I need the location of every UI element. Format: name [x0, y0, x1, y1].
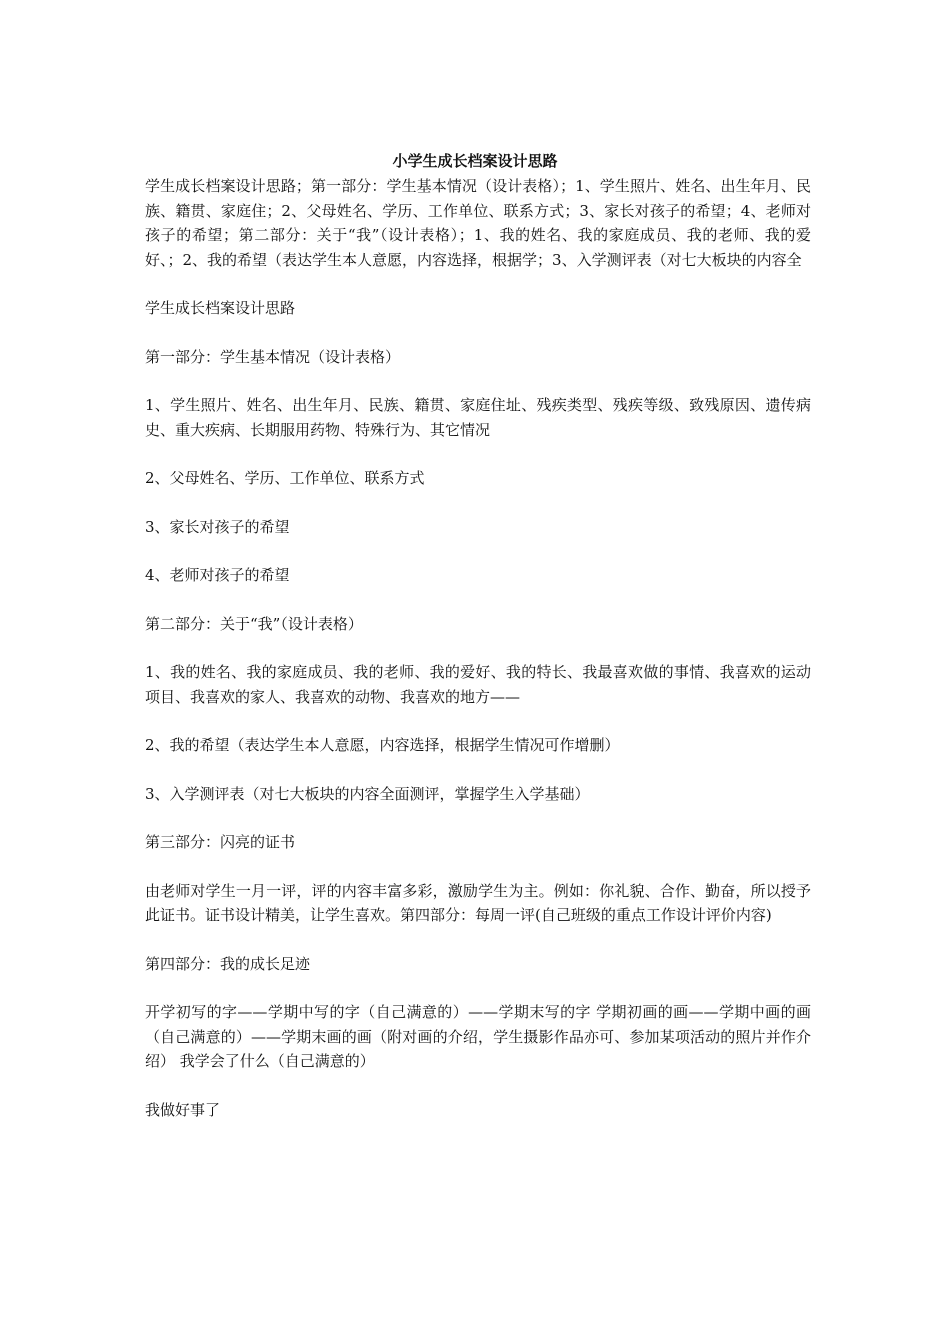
part-one-heading: 第一部分：学生基本情况（设计表格） [145, 347, 401, 366]
part-four-body: 开学初写的字——学期中写的字（自己满意的）——学期末写的字 学期初画的画——学期中画的画（自己满意的）——学期末画的画（附对画的介绍，学生摄影作品亦可、参加某项活动的照片并作介绍） 我学会了什么（自己满意的） [145, 1003, 811, 1070]
part-two-item-1: 1、我的姓名、我的家庭成员、我的老师、我的爱好、我的特长、我最喜欢做的事情、我喜欢的运动项目、我喜欢的家人、我喜欢的动物、我喜欢的地方—— [145, 663, 811, 706]
summary-paragraph: 学生成长档案设计思路；第一部分：学生基本情况（设计表格）；1、学生照片、姓名、出生年月、民族、籍贯、家庭住；2、父母姓名、学历、工作单位、联系方式；3、家长对孩子的希望；4、老师对孩子的希望；第二部分：关于“我”（设计表格）；1、我的姓名、我的家庭成员、我的老师、我的爱好、；2、我的希望（表达学生本人意愿，内容选择，根据学；3、入学测评表（对七大板块的内容全 [145, 177, 811, 269]
part-three-body: 由老师对学生一月一评，评的内容丰富多彩，激励学生为主。例如：你礼貌、合作、勤奋，所以授予此证书。证书设计精美，让学生喜欢。第四部分：每周一评(自己班级的重点工作设计评价内容) [145, 881, 811, 924]
good-deeds-line: 我做好事了 [145, 1100, 221, 1119]
document-title: 小学生成长档案设计思路 [392, 152, 558, 170]
part-four-heading: 第四部分：我的成长足迹 [145, 954, 311, 973]
part-one-item-1: 1、学生照片、姓名、出生年月、民族、籍贯、家庭住址、残疾类型、残疾等级、致残原因、遗传病史、重大疾病、长期服用药物、特殊行为、其它情况 [145, 396, 811, 439]
part-two-item-2: 2、我的希望（表达学生本人意愿，内容选择，根据学生情况可作增删） [145, 736, 620, 754]
document-body [145, 174, 811, 1122]
part-one-item-4: 4、老师对孩子的希望 [145, 566, 290, 584]
part-two-heading: 第二部分：关于“我”（设计表格） [145, 614, 363, 633]
section-heading: 学生成长档案设计思路 [145, 299, 296, 317]
part-one-item-2: 2、父母姓名、学历、工作单位、联系方式 [145, 469, 425, 487]
part-three-heading: 第三部分：闪亮的证书 [145, 833, 296, 851]
part-one-item-3: 3、家长对孩子的希望 [145, 517, 290, 536]
part-two-item-3: 3、入学测评表（对七大板块的内容全面测评，掌握学生入学基础） [145, 784, 590, 803]
